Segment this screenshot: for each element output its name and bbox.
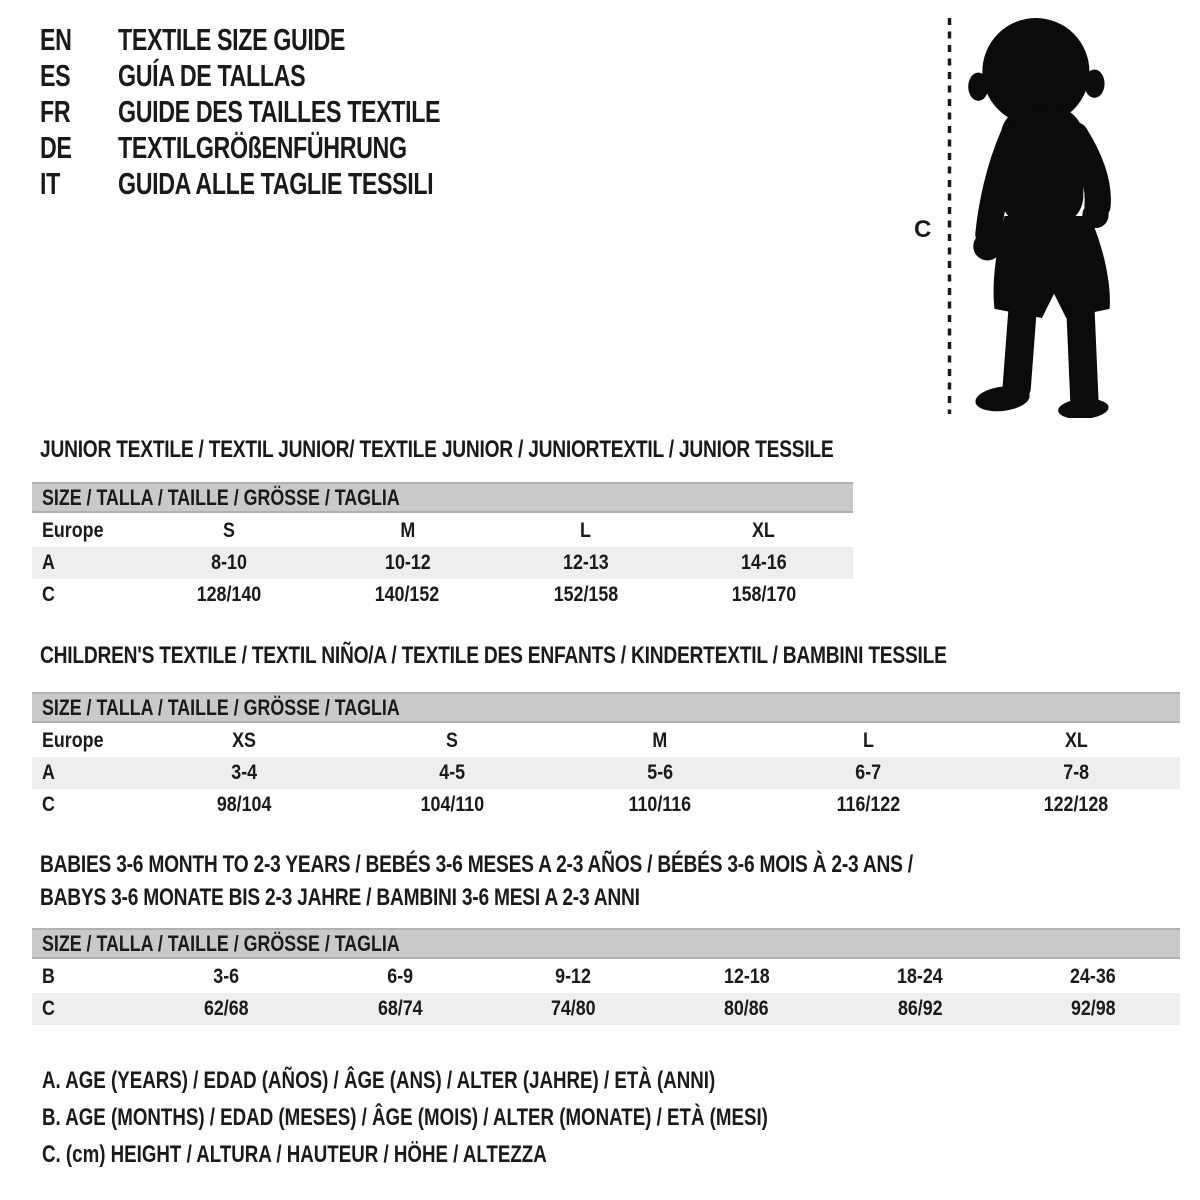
size-header-bar — [32, 482, 853, 513]
junior-section-title-text: JUNIOR TEXTILE / TEXTIL JUNIOR/ TEXTILE JUNIOR / JUNIORTEXTIL / JUNIOR TESSILE — [40, 436, 834, 463]
size-header-text: SIZE / TALLA / TAILLE / GRÖSSE / TAGLIA — [42, 930, 400, 956]
lang-code — [40, 58, 118, 94]
row-label — [32, 729, 140, 753]
size-cell-text: 92/98 — [1070, 997, 1116, 1020]
size-cell-text: L — [862, 729, 874, 752]
size-cell-text: 14-16 — [741, 551, 787, 574]
junior-size-table — [32, 482, 853, 611]
size-cell — [487, 997, 660, 1021]
size-cell — [140, 519, 318, 543]
lang-code — [40, 130, 118, 166]
table-row-europe — [32, 725, 1180, 757]
row-label-text: C — [42, 793, 55, 816]
size-cell — [556, 729, 764, 753]
size-cell-text: 3-6 — [213, 965, 240, 988]
size-cell — [140, 551, 318, 575]
legend-line-a-text: A. AGE (YEARS) / EDAD (AÑOS) / ÂGE (ANS) / ALTER (JAHRE) / ETÀ (ANNI) — [42, 1066, 716, 1094]
children-size-table — [32, 692, 1180, 821]
language-header — [40, 22, 548, 202]
size-cell-text: 104/110 — [420, 793, 484, 816]
size-cell — [556, 793, 764, 817]
lang-row-fr — [40, 94, 548, 130]
size-cell-text: 152/158 — [553, 583, 618, 606]
size-cell-text: 158/170 — [731, 583, 797, 606]
size-cell-text: 74/80 — [550, 997, 596, 1020]
size-header-text: SIZE / TALLA / TAILLE / GRÖSSE / TAGLIA — [42, 484, 400, 510]
row-label — [32, 761, 140, 785]
size-cell-text: XS — [232, 729, 256, 752]
size-cell — [140, 997, 313, 1021]
lang-label: GUIDA ALLE TAGLIE TESSILI — [118, 166, 434, 201]
row-label-text: C — [42, 583, 55, 606]
babies-section-title-line1: BABIES 3-6 MONTH TO 2-3 YEARS / BEBÉS 3-6 MESES A 2-3 AÑOS / BÉBÉS 3-6 MOIS À 2-3 ANS / — [40, 851, 913, 878]
lang-code — [40, 166, 118, 202]
size-cell — [764, 761, 972, 785]
size-cell — [140, 729, 348, 753]
row-label — [32, 519, 140, 543]
size-cell-text: S — [446, 729, 458, 752]
row-label-text: C — [42, 997, 55, 1020]
silhouette-leg — [1017, 307, 1023, 388]
size-cell — [833, 965, 1006, 989]
size-header-bar — [32, 928, 1180, 959]
height-measure-line — [946, 16, 953, 416]
size-cell-text: 10-12 — [384, 551, 431, 574]
row-label-text: B — [42, 965, 55, 988]
lang-code — [40, 94, 118, 130]
size-cell — [140, 583, 318, 607]
legend-line-c — [42, 1136, 973, 1173]
junior-section-title — [40, 436, 1032, 464]
row-label-text: Europe — [42, 519, 104, 542]
size-cell-text: 68/74 — [377, 997, 423, 1020]
size-cell-text: 86/92 — [897, 997, 943, 1020]
size-cell-text: 128/140 — [196, 583, 262, 606]
size-cell — [556, 761, 764, 785]
size-cell-text: 7-8 — [1063, 761, 1089, 784]
size-cell-text: 116/122 — [836, 793, 900, 816]
lang-label: TEXTILGRÖßENFÜHRUNG — [118, 130, 407, 165]
size-cell-text: XL — [752, 519, 776, 542]
size-cell — [140, 793, 348, 817]
size-cell — [1007, 997, 1180, 1021]
size-header-text: SIZE / TALLA / TAILLE / GRÖSSE / TAGLIA — [42, 694, 400, 720]
size-cell-text: S — [223, 519, 236, 542]
table-row-c — [32, 993, 1180, 1025]
size-cell — [318, 551, 496, 575]
size-cell — [140, 965, 313, 989]
size-cell-text: 3-4 — [231, 761, 257, 784]
row-label-text: A — [42, 761, 55, 784]
lang-label: TEXTILE SIZE GUIDE — [118, 22, 346, 57]
size-cell-text: 80/86 — [724, 997, 769, 1020]
lang-row-it — [40, 166, 548, 202]
size-cell-text: 12-13 — [562, 551, 609, 574]
size-cell-text: 9-12 — [555, 965, 592, 988]
size-cell — [318, 583, 496, 607]
table-row-c — [32, 789, 1180, 821]
children-section-title-text: CHILDREN'S TEXTILE / TEXTIL NIÑO/A / TEXTILE DES ENFANTS / KINDERTEXTIL / BAMBINI TESSILE — [40, 642, 947, 669]
size-cell — [497, 583, 675, 607]
size-cell-text: 6-9 — [387, 965, 413, 988]
row-label — [32, 965, 140, 989]
row-label — [32, 793, 140, 817]
size-cell-text: 122/128 — [1043, 793, 1109, 816]
size-cell — [764, 793, 972, 817]
size-header-bar — [32, 692, 1180, 723]
size-cell — [764, 729, 972, 753]
size-cell — [1007, 965, 1180, 989]
size-cell — [348, 729, 556, 753]
size-cell-text: XL — [1064, 729, 1088, 752]
row-label-text: Europe — [42, 729, 104, 752]
size-cell — [675, 551, 853, 575]
lang-row-de — [40, 130, 548, 166]
size-cell — [675, 583, 853, 607]
size-cell-text: 110/116 — [628, 793, 692, 816]
size-cell-text: 8-10 — [211, 551, 247, 574]
size-cell-text: 18-24 — [897, 965, 943, 988]
silhouette-leg — [1080, 307, 1084, 400]
size-cell-text: L — [580, 519, 592, 542]
lang-label: GUÍA DE TALLAS — [118, 58, 306, 93]
table-row-a — [32, 547, 853, 579]
size-cell — [675, 519, 853, 543]
lang-code-text: FR — [40, 94, 71, 129]
babies-size-table — [32, 928, 1180, 1025]
toddler-silhouette-image — [958, 14, 1138, 418]
size-cell — [487, 965, 660, 989]
row-label — [32, 551, 140, 575]
size-cell — [972, 761, 1180, 785]
size-cell — [140, 761, 348, 785]
size-cell-text: M — [399, 519, 415, 542]
size-cell — [348, 793, 556, 817]
legend-line-b — [42, 1099, 973, 1136]
table-row-europe — [32, 515, 853, 547]
size-cell — [972, 729, 1180, 753]
height-measure-label: C — [914, 216, 932, 243]
size-cell — [348, 761, 556, 785]
table-row-c — [32, 579, 853, 611]
size-cell-text: 98/104 — [216, 793, 272, 816]
size-cell — [313, 965, 486, 989]
size-cell — [660, 997, 833, 1021]
size-cell-text: 5-6 — [647, 761, 673, 784]
lang-code-text: ES — [40, 58, 71, 93]
size-cell — [313, 997, 486, 1021]
lang-code-text: EN — [40, 22, 72, 57]
size-cell — [660, 965, 833, 989]
lang-row-en — [40, 22, 548, 58]
lang-code — [40, 22, 118, 58]
size-cell — [972, 793, 1180, 817]
size-cell-text: M — [652, 729, 668, 752]
row-label — [32, 583, 140, 607]
size-cell-text: 4-5 — [439, 761, 465, 784]
babies-section-title — [40, 848, 1131, 914]
legend-line-b-text: B. AGE (MONTHS) / EDAD (MESES) / ÂGE (MOIS) / ALTER (MONATE) / ETÀ (MESI) — [42, 1103, 768, 1131]
size-cell-text: 140/152 — [375, 583, 440, 606]
lang-code-text: IT — [40, 166, 60, 201]
size-cell-text: 24-36 — [1070, 965, 1117, 988]
size-cell-text: 6-7 — [855, 761, 881, 784]
legend-line-a — [42, 1062, 973, 1099]
size-cell — [833, 997, 1006, 1021]
size-cell — [497, 519, 675, 543]
row-label-text: A — [42, 551, 55, 574]
legend-line-c-text: C. (cm) HEIGHT / ALTURA / HAUTEUR / HÖHE / ALTEZZA — [42, 1140, 547, 1168]
row-label — [32, 997, 140, 1021]
size-cell — [318, 519, 496, 543]
size-cell-text: 62/68 — [204, 997, 249, 1020]
table-row-a — [32, 757, 1180, 789]
size-cell-text: 12-18 — [723, 965, 770, 988]
children-section-title — [40, 642, 1173, 670]
silhouette-foot — [1057, 397, 1109, 418]
lang-code-text: DE — [40, 130, 72, 165]
lang-row-es — [40, 58, 548, 94]
lang-label: GUIDE DES TAILLES TEXTILE — [118, 94, 441, 129]
measurement-legend — [42, 1062, 973, 1173]
table-row-b — [32, 961, 1180, 993]
size-cell — [497, 551, 675, 575]
babies-section-title-line2: BABYS 3-6 MONATE BIS 2-3 JAHRE / BAMBINI 3-6 MESI A 2-3 ANNI — [40, 884, 640, 911]
